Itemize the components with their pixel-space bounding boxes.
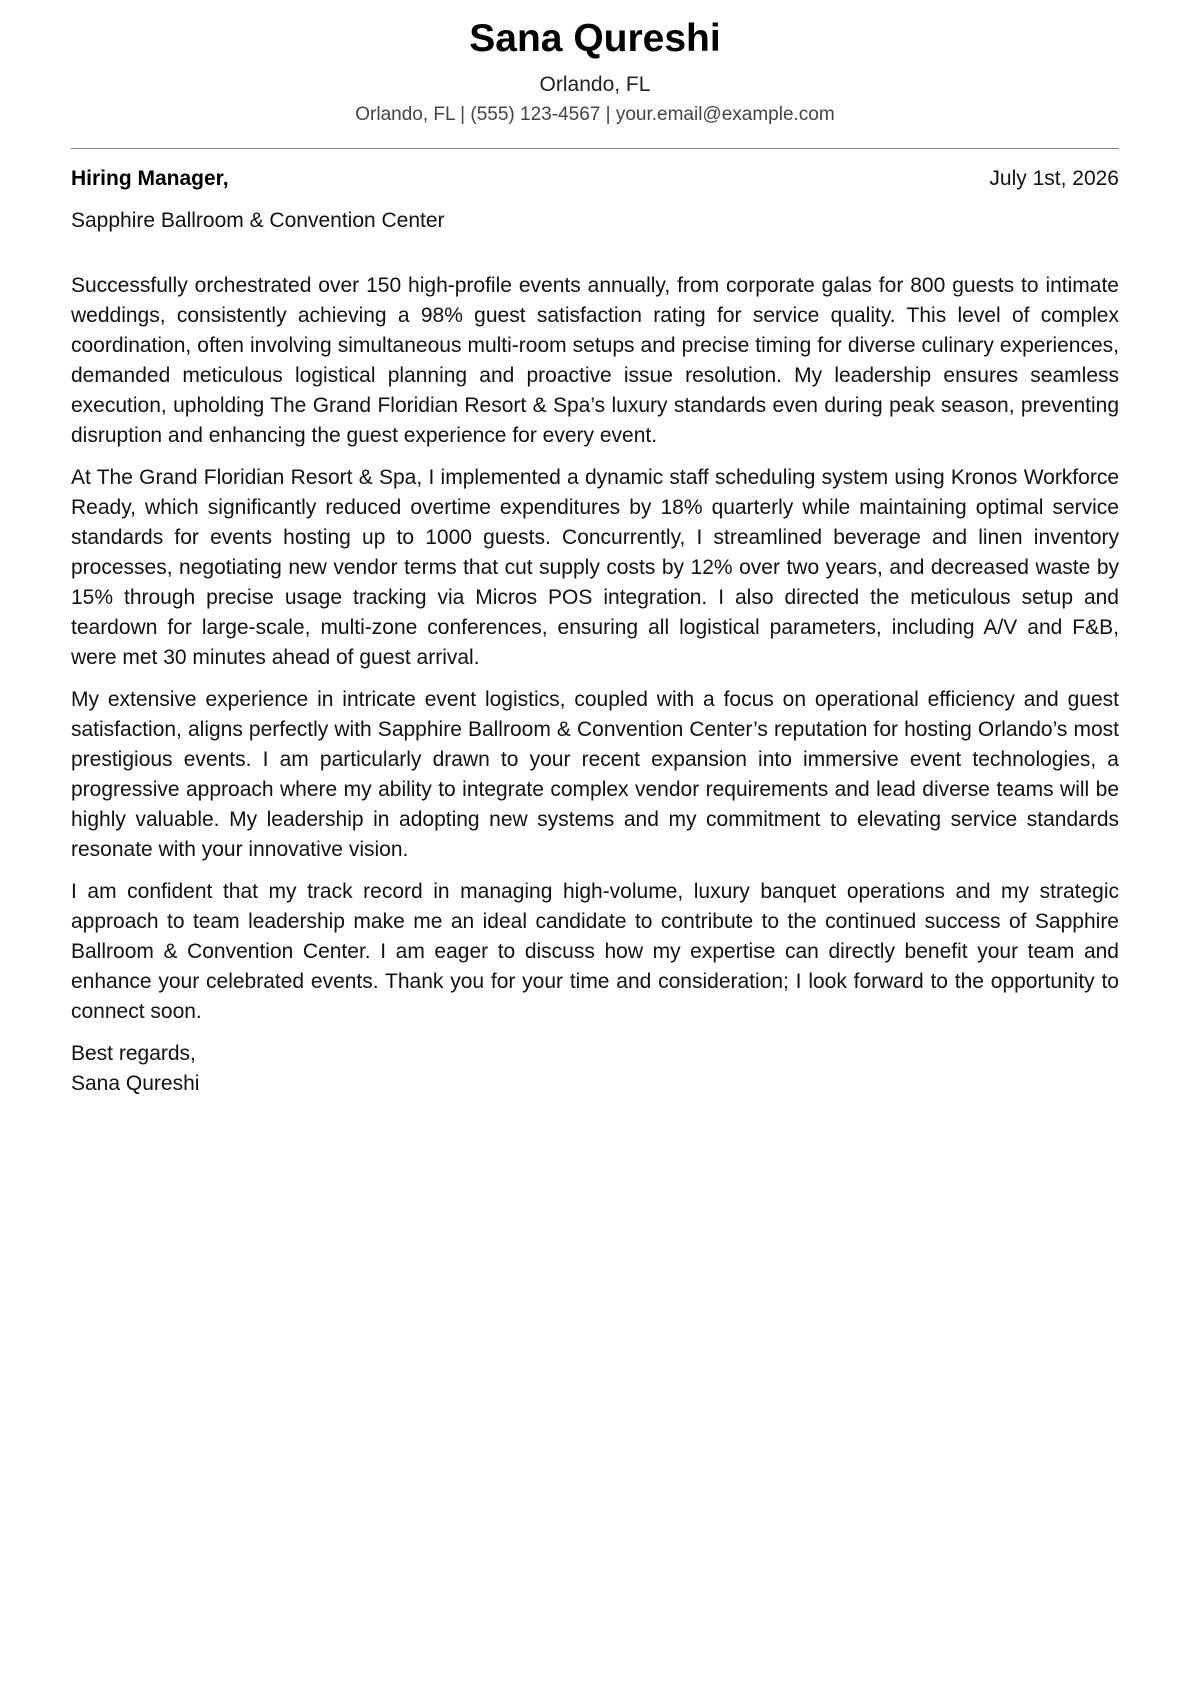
- sender-location: Orlando, FL: [539, 73, 651, 96]
- letter-date: July 1st, 2026: [989, 167, 1119, 190]
- letter-body: [71, 271, 1119, 1027]
- recipient-company: Sapphire Ballroom & Convention Center: [71, 209, 445, 232]
- body-paragraph: I am confident that my track record in managing high-volume, luxury banquet operations and my strategic approach to team leadership make me an ideal candidate to contribute to the continued success of Sapphire Ballroom & Convention Center. I am eager to discuss how my expertise can directly benefit your team and enhance your celebrated events. Thank you for your time and consideration; I look forward to the opportunity to connect soon.: [71, 880, 1119, 1023]
- letter-header: [71, 0, 1119, 128]
- sender-contact-line: Orlando, FL | (555) 123-4567 | your.email@example.com: [355, 104, 835, 125]
- body-paragraph: At The Grand Floridian Resort & Spa, I implemented a dynamic staff scheduling system using Kronos Workforce Ready, which significantly reduced overtime expenditures by 18% quarterly while maintaining optimal service standards for events hosting up to 1000 guests. Concurrently, I streamlined beverage and linen inventory processes, negotiating new vendor terms that cut supply costs by 12% over two years, and decreased waste by 15% through precise usage tracking via Micros POS integration. I also directed the meticulous setup and teardown for large-scale, multi-zone conferences, ensuring all logistical parameters, including A/V and F&B, were met 30 minutes ahead of guest arrival.: [71, 466, 1119, 669]
- body-paragraph: Successfully orchestrated over 150 high-profile events annually, from corporate galas for 800 guests to intimate weddings, consistently achieving a 98% guest satisfaction rating for service quality. This level of complex coordination, often involving simultaneous multi-room setups and precise timing for diverse culinary experiences, demanded meticulous logistical planning and proactive issue resolution. My leadership ensures seamless execution, upholding The Grand Floridian Resort & Spa’s luxury standards even during peak season, preventing disruption and enhancing the guest experience for every event.: [71, 274, 1119, 447]
- letter-closing: [71, 1039, 1119, 1099]
- recipient-salutation: Hiring Manager,: [71, 167, 229, 190]
- closing-phrase: Best regards,: [71, 1042, 196, 1065]
- header-divider: [71, 148, 1119, 149]
- signature-name: Sana Qureshi: [71, 1072, 200, 1095]
- sender-name: Sana Qureshi: [469, 17, 721, 60]
- recipient-date-row: [71, 165, 1119, 193]
- body-paragraph: My extensive experience in intricate event logistics, coupled with a focus on operational efficiency and guest satisfaction, aligns perfectly with Sapphire Ballroom & Convention Center’s reputation for hosting Orlando’s most prestigious events. I am particularly drawn to your recent expansion into immersive event technologies, a progressive approach where my ability to integrate complex vendor requirements and lead diverse teams will be highly valuable. My leadership in adopting new systems and my commitment to elevating service standards resonate with your innovative vision.: [71, 688, 1119, 861]
